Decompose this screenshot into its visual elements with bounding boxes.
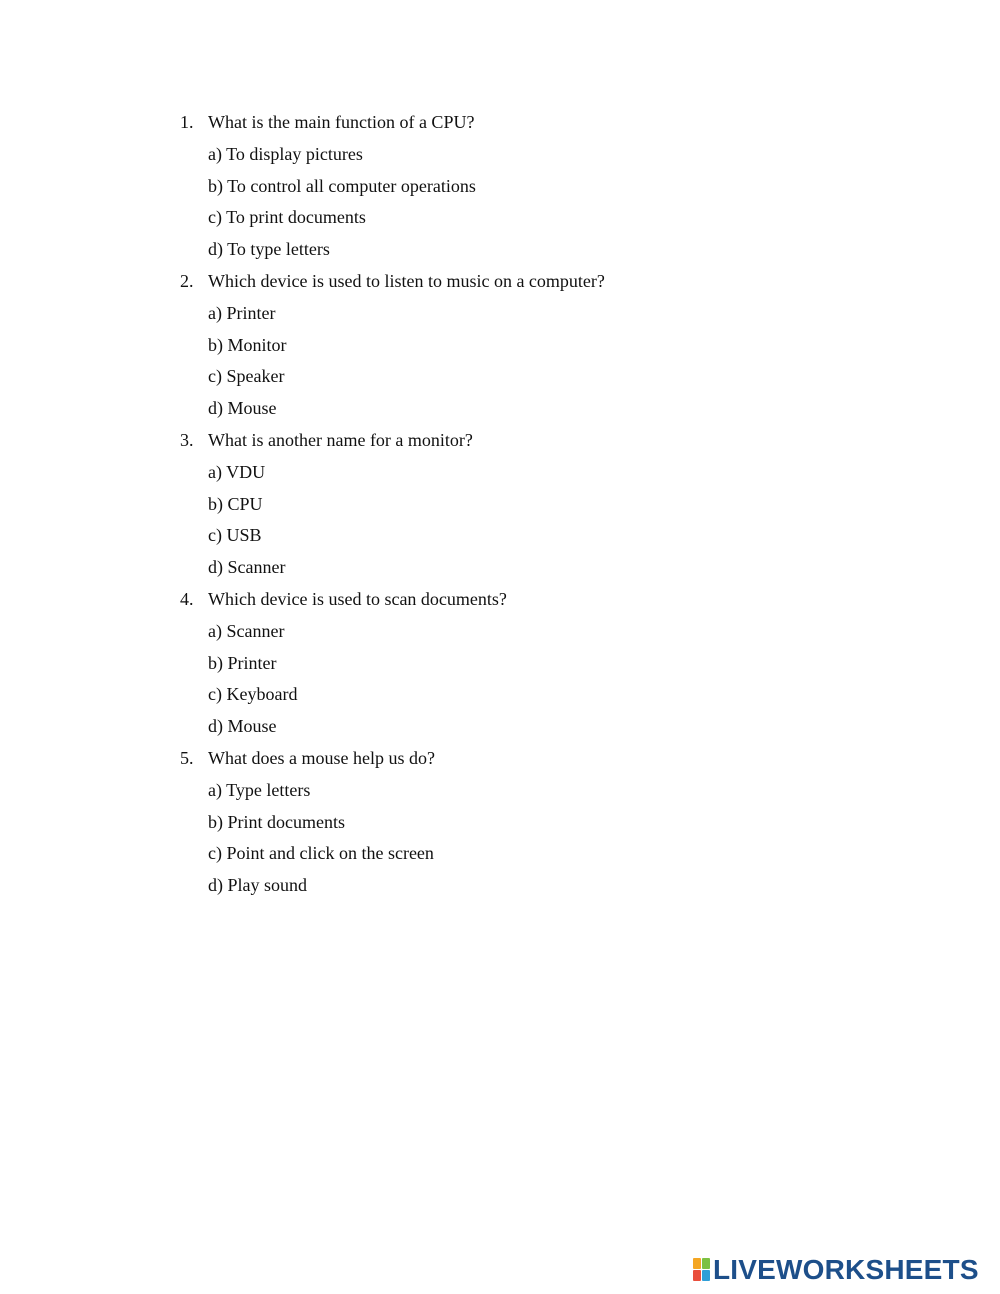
answer-option[interactable]: a) Type letters — [208, 779, 311, 800]
answer-option[interactable]: d) To type letters — [208, 239, 330, 260]
answer-option[interactable]: c) To print documents — [208, 207, 366, 228]
answer-option[interactable]: b) CPU — [208, 493, 263, 514]
answer-option[interactable]: c) Speaker — [208, 366, 285, 387]
logo-text: LIVEWORKSHEETS — [713, 1254, 979, 1285]
question-stem — [180, 745, 880, 777]
liveworksheets-logo-icon — [693, 1258, 711, 1282]
answer-option[interactable]: c) Keyboard — [208, 684, 298, 705]
answer-option[interactable]: c) Point and click on the screen — [208, 843, 434, 864]
question-text: Which device is used to scan documents? — [208, 588, 507, 609]
question-stem — [180, 268, 880, 300]
answer-option[interactable]: d) Play sound — [208, 875, 307, 896]
question-2 — [180, 268, 880, 427]
question-text: What is another name for a monitor? — [208, 429, 473, 450]
question-text: What does a mouse help us do? — [208, 747, 435, 768]
question-list — [180, 109, 880, 904]
answer-option[interactable]: b) Monitor — [208, 334, 287, 355]
answer-option[interactable]: b) Printer — [208, 652, 277, 673]
liveworksheets-logo — [693, 1256, 979, 1284]
question-number: 4. — [180, 588, 194, 609]
answer-option[interactable]: a) To display pictures — [208, 143, 363, 164]
question-1 — [180, 109, 880, 268]
question-5 — [180, 745, 880, 904]
answer-option[interactable]: c) USB — [208, 525, 262, 546]
question-text: What is the main function of a CPU? — [208, 112, 475, 132]
answer-option[interactable]: b) Print documents — [208, 811, 345, 832]
answer-option[interactable]: a) Printer — [208, 302, 276, 323]
question-stem — [180, 427, 880, 459]
question-stem — [180, 109, 880, 141]
question-stem — [180, 586, 880, 618]
answer-option[interactable]: a) Scanner — [208, 620, 285, 641]
question-text: Which device is used to listen to music on a computer? — [208, 270, 605, 291]
answer-option[interactable]: a) VDU — [208, 461, 266, 482]
question-4 — [180, 586, 880, 745]
question-number: 5. — [180, 747, 194, 768]
question-number: 3. — [180, 429, 194, 450]
answer-option[interactable]: b) To control all computer operations — [208, 175, 476, 196]
question-number: 2. — [180, 270, 194, 291]
answer-option[interactable]: d) Mouse — [208, 398, 277, 419]
answer-option[interactable]: d) Mouse — [208, 716, 277, 737]
question-3 — [180, 427, 880, 586]
question-number: 1. — [180, 112, 194, 132]
answer-option[interactable]: d) Scanner — [208, 557, 286, 578]
